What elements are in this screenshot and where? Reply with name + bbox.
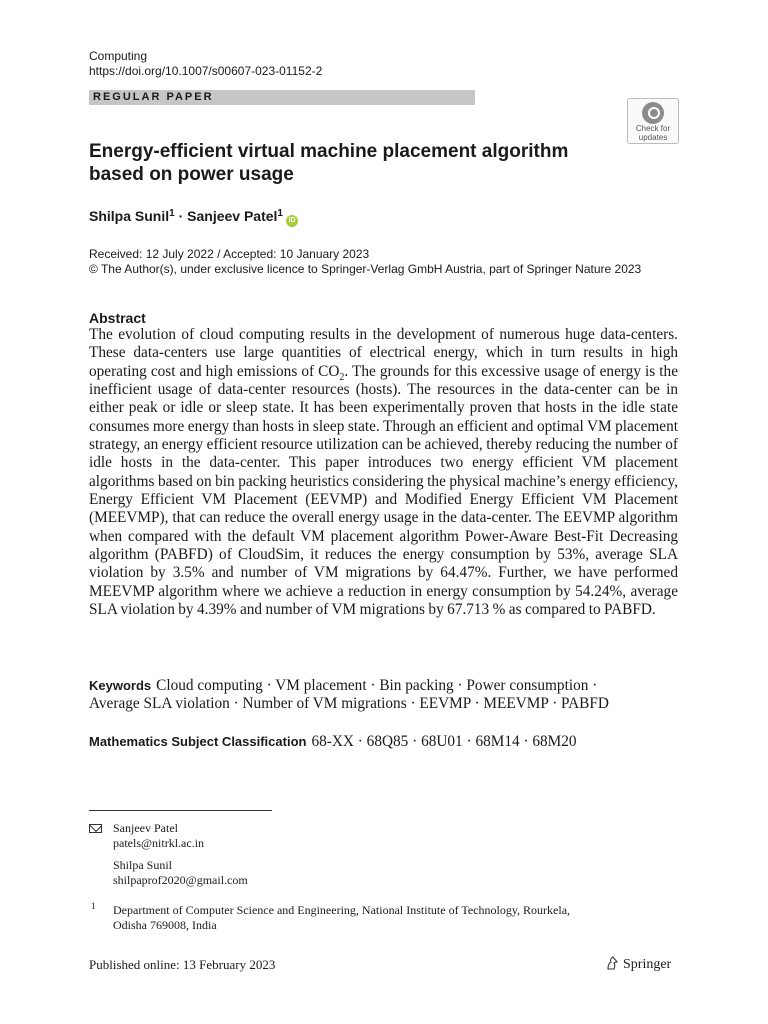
paper-type-banner bbox=[89, 90, 475, 105]
springer-horse-icon bbox=[605, 956, 619, 970]
msc-label: Mathematics Subject Classification bbox=[89, 734, 307, 749]
affiliation-number: 1 bbox=[91, 901, 96, 911]
check-updates-text: Check for updates bbox=[635, 124, 671, 142]
copyright-notice: © The Author(s), under exclusive licence to Springer-Verlag GmbH Austria, part of Springer Nature 2023 bbox=[89, 262, 642, 276]
orcid-icon[interactable]: iD bbox=[286, 215, 298, 227]
msc-codes: 68-XX · 68Q85 · 68U01 · 68M14 · 68M20 bbox=[311, 733, 577, 750]
footnote-divider bbox=[89, 810, 272, 811]
subscript: 2 bbox=[339, 371, 345, 383]
coauthor-name: Shilpa Sunil bbox=[113, 858, 173, 872]
author-name[interactable]: Shilpa Sunil bbox=[89, 208, 170, 224]
envelope-icon bbox=[89, 824, 102, 833]
published-online-date: Published online: 13 February 2023 bbox=[89, 957, 276, 972]
journal-name: Computing bbox=[89, 49, 148, 63]
affiliation-text: Department of Computer Science and Engineering, National Institute of Technology, Rourkela, Odisha 769008, India bbox=[113, 903, 571, 932]
title-line: based on power usage bbox=[89, 164, 294, 185]
corresponding-author-email[interactable]: patels@nitrkl.ac.in bbox=[113, 836, 205, 850]
keywords-line: Average SLA violation · Number of VM migrations · EEVMP · MEEVMP · PABFD bbox=[89, 695, 609, 713]
received-accepted-dates: Received: 12 July 2022 / Accepted: 10 January 2023 bbox=[89, 247, 370, 261]
corresponding-author-name: Sanjeev Patel bbox=[113, 821, 178, 835]
author-separator: · bbox=[178, 208, 184, 224]
keywords-line: Cloud computing · VM placement · Bin packing · Power consumption · bbox=[156, 677, 598, 694]
publisher-name: Springer bbox=[623, 957, 672, 972]
keywords-label: Keywords bbox=[89, 678, 152, 693]
coauthor-email[interactable]: shilpaprof2020@gmail.com bbox=[113, 873, 248, 887]
check-for-updates-icon[interactable] bbox=[627, 98, 679, 144]
paper-title bbox=[89, 140, 649, 186]
abstract-heading: Abstract bbox=[89, 310, 146, 326]
title-line: Energy-efficient virtual machine placement algorithm bbox=[89, 141, 569, 162]
abstract-text: The evolution of cloud computing results in the development of numerous huge data-centers. These data-centers use large quantities of electrical energy, which in turn results in high operating cost and high emissions of $CO_2$. The grounds for this excessive usage of energy is the inefficient usage of data-center resources (hosts). The resources in the data-center can be in either peak or idle or sleep state. It has been experimentally proven that hosts in the idle state consumes more energy than hosts in sleep state. Through an efficient and optimal VM placement strategy, an energy efficient resource utilization can be achieved, thereby reducing the number of idle hosts in the data-center. This paper introduces two energy efficient VM placement algorithms based on bin packing heuristics considering the physical machine’s energy efficiency, Energy Efficient VM Placement (EEVMP) and Modified Energy Efficient VM Placement (MEEVMP), that can reduce the overall energy usage in the data-center. The EEVMP algorithm when compared with the default VM placement algorithm Power-Aware Best-Fit Decreasing algorithm (PABFD) of CloudSim, it reduces the energy consumption by 53%, average SLA violation by 3.5% and number of VM migrations by 64.47%. Further, we have performed MEEVMP algorithm where we achieve a reduction in energy consumption by 54.24%, average SLA violation by 4.39% and number of VM migrations by 67.713 % as compared to PABFD. bbox=[89, 326, 678, 619]
author-list bbox=[89, 207, 298, 227]
author-affiliation-mark: 1 bbox=[277, 208, 283, 219]
check-updates-disc bbox=[642, 102, 664, 124]
doi-link[interactable]: https://doi.org/10.1007/s00607-023-01152-2 bbox=[89, 64, 323, 78]
author-name[interactable]: Sanjeev Patel bbox=[187, 208, 278, 224]
author-affiliation-mark: 1 bbox=[169, 208, 175, 219]
paper-type-label: REGULAR PAPER bbox=[93, 91, 214, 103]
msc-section bbox=[89, 733, 577, 751]
publisher-logo bbox=[605, 956, 671, 973]
keywords-section bbox=[89, 677, 689, 714]
